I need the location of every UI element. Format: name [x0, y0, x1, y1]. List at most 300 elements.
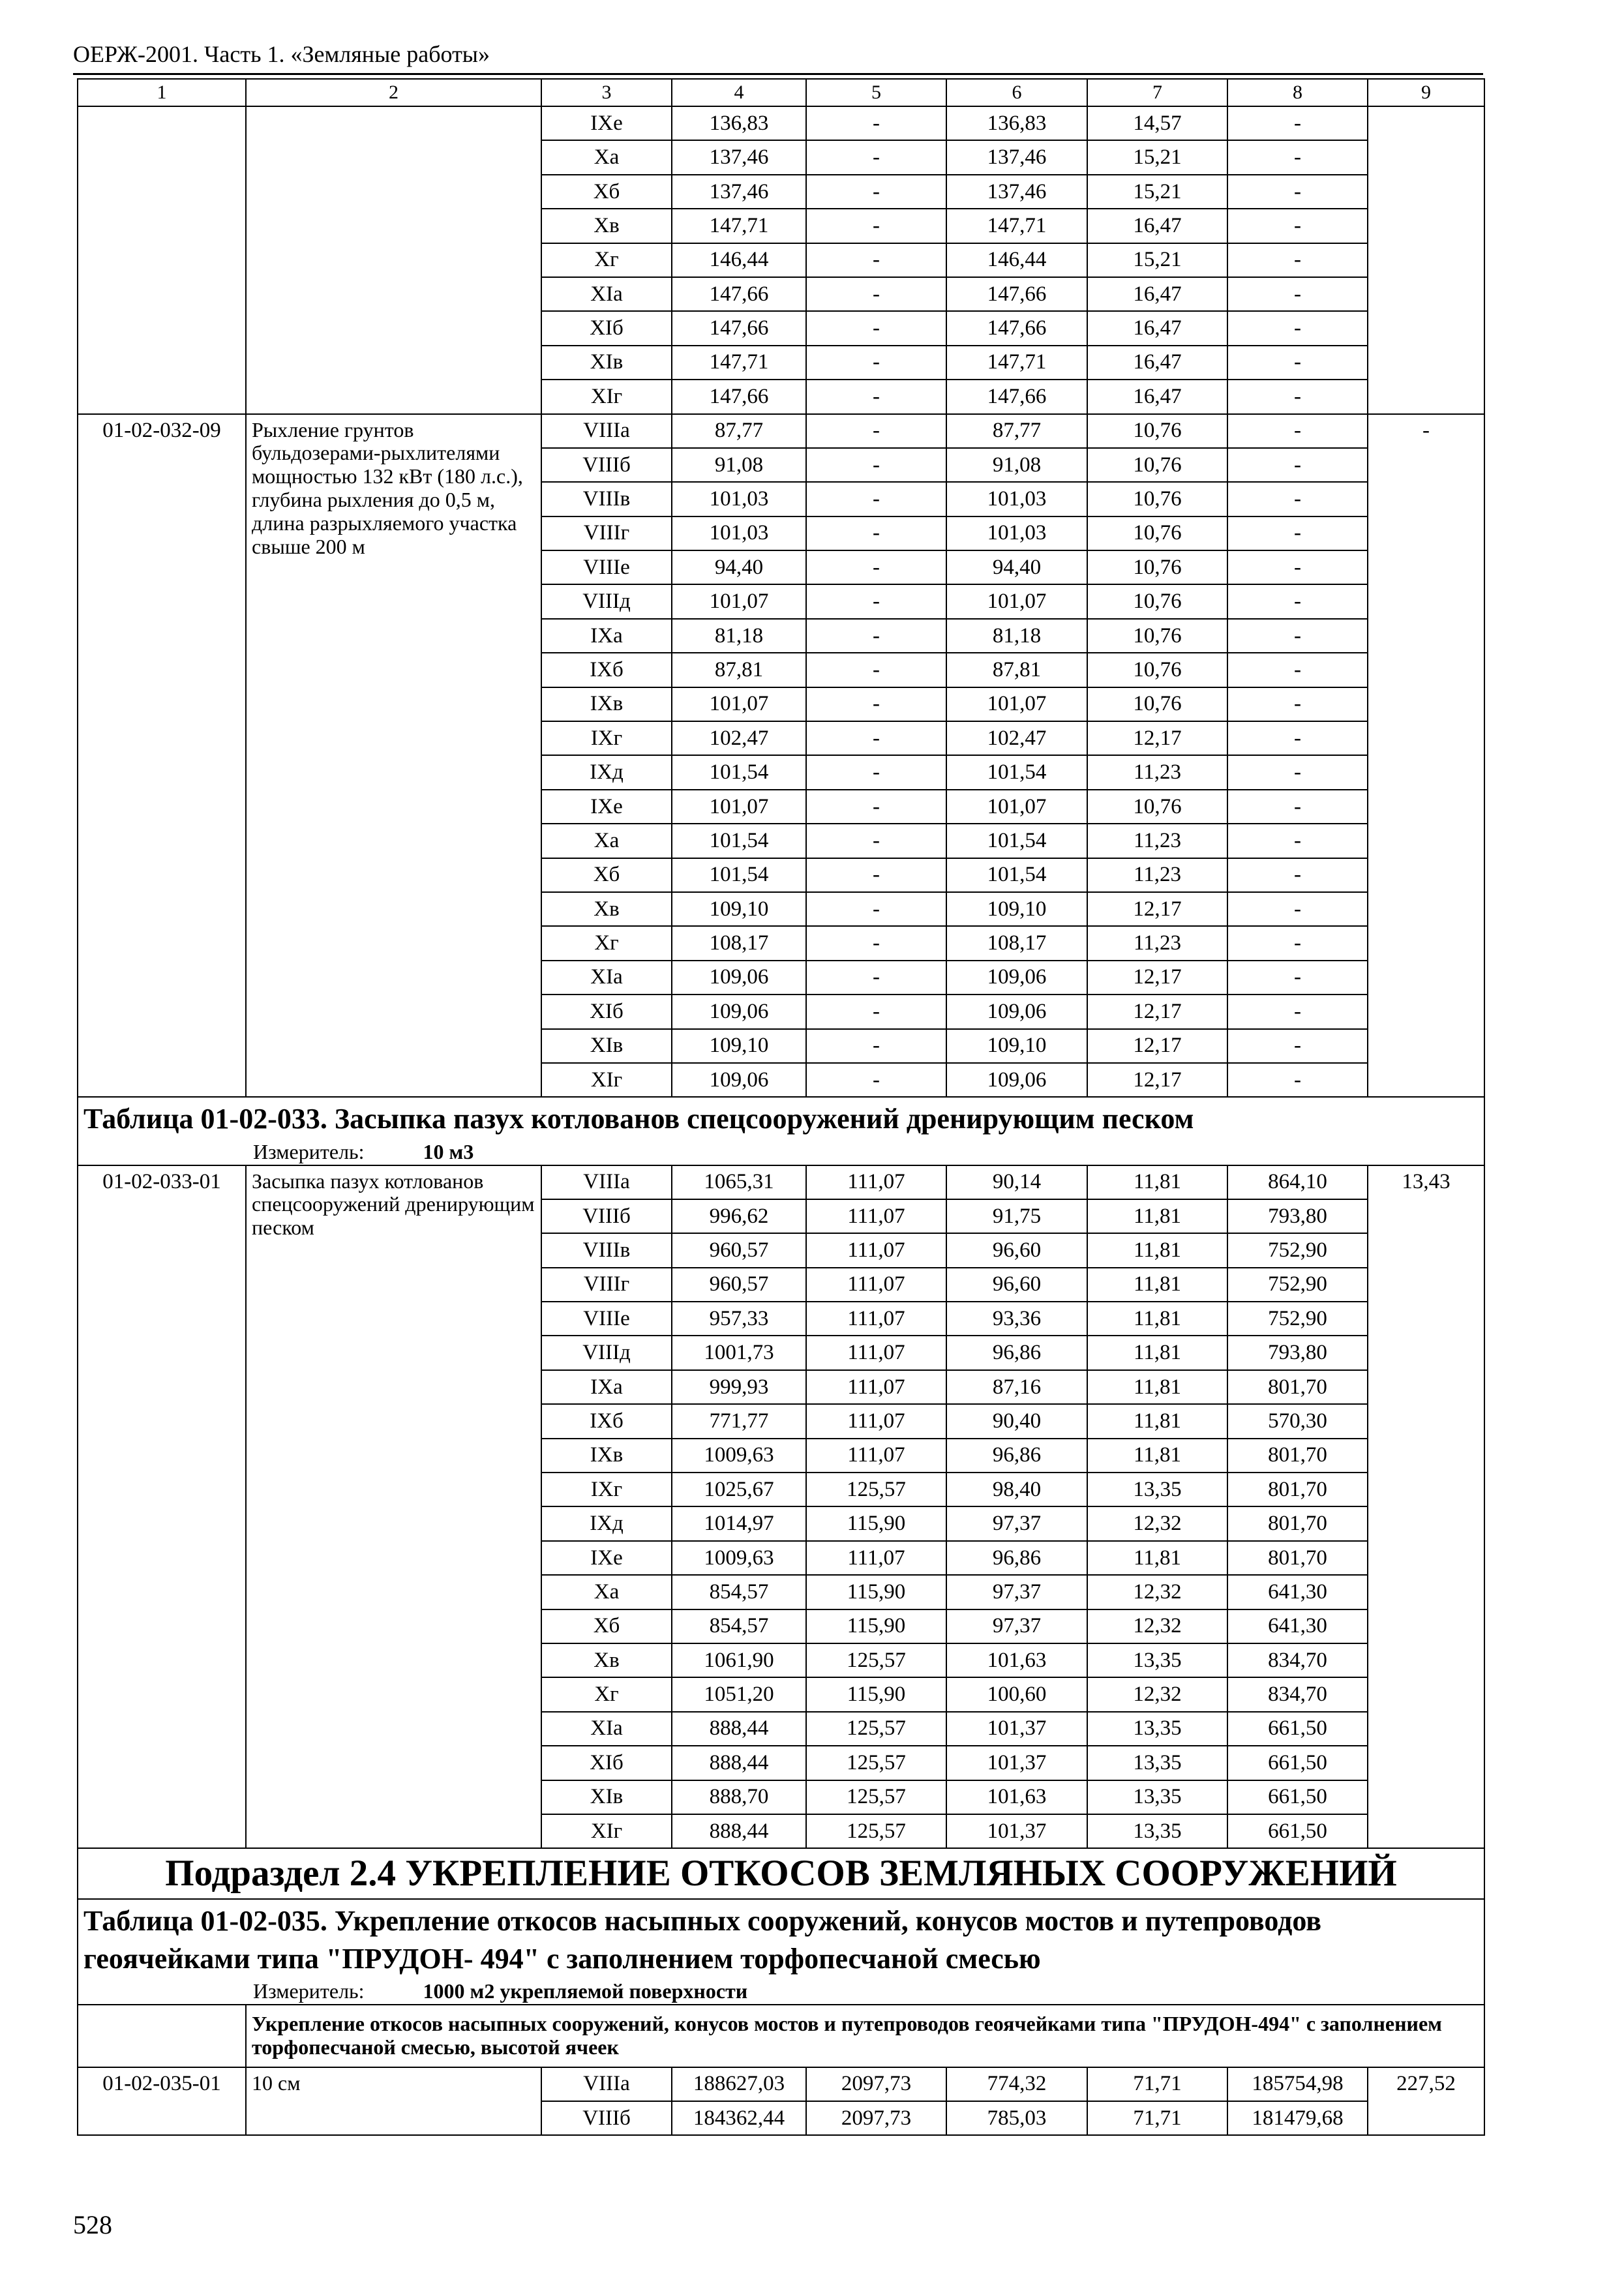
value-cell: 11,81	[1087, 1404, 1227, 1438]
value-cell: -	[806, 243, 946, 277]
ground-class-cell: XIг	[541, 1063, 672, 1097]
ground-class-cell: IXб	[541, 653, 672, 687]
value-cell: 184362,44	[672, 2101, 806, 2135]
value-cell: 109,10	[946, 1029, 1087, 1063]
value-cell: 12,17	[1087, 892, 1227, 926]
col9-cell: -	[1368, 414, 1484, 1098]
value-cell: -	[1227, 516, 1368, 550]
value-cell: 864,10	[1227, 1165, 1368, 1199]
value-cell: 108,17	[946, 926, 1087, 960]
table-033-title: Таблица 01-02-033. Засыпка пазух котлованов спецсооружений дренирующим песком	[78, 1097, 1484, 1140]
value-cell: 999,93	[672, 1370, 806, 1404]
value-cell: 801,70	[1227, 1541, 1368, 1575]
ground-class-cell: VIIIа	[541, 1165, 672, 1199]
value-cell: 147,71	[672, 209, 806, 243]
value-cell: 100,60	[946, 1677, 1087, 1711]
ground-class-cell: VIIIб	[541, 2101, 672, 2135]
column-number-cell: 7	[1087, 79, 1227, 106]
value-cell: 101,07	[946, 790, 1087, 824]
subsection-title: Подраздел 2.4 УКРЕПЛЕНИЕ ОТКОСОВ ЗЕМЛЯНЫХ СООРУЖЕНИЙ	[78, 1848, 1484, 1899]
value-cell: 109,06	[946, 961, 1087, 995]
value-cell: 101,63	[946, 1643, 1087, 1677]
value-cell: 11,81	[1087, 1268, 1227, 1302]
value-cell: 93,36	[946, 1302, 1087, 1336]
value-cell: 12,17	[1087, 961, 1227, 995]
value-cell: 10,76	[1087, 414, 1227, 448]
value-cell: -	[806, 858, 946, 892]
measure-row	[78, 1141, 1484, 1165]
value-cell: 15,21	[1087, 175, 1227, 209]
ground-class-cell: XIг	[541, 380, 672, 413]
rates-table	[77, 78, 1485, 2136]
value-cell: 570,30	[1227, 1404, 1368, 1438]
value-cell: 661,50	[1227, 1814, 1368, 1848]
value-cell: 1014,97	[672, 1506, 806, 1540]
value-cell: 785,03	[946, 2101, 1087, 2135]
table-row	[78, 414, 1484, 448]
value-cell: 109,06	[672, 995, 806, 1028]
value-cell: 97,37	[946, 1506, 1087, 1540]
value-cell: 147,66	[672, 277, 806, 311]
value-cell: 888,44	[672, 1712, 806, 1746]
column-number-cell: 3	[541, 79, 672, 106]
value-cell: 147,66	[672, 311, 806, 345]
group-header-row	[78, 2005, 1484, 2067]
value-cell: -	[1227, 721, 1368, 755]
value-cell: 14,57	[1087, 106, 1227, 140]
value-cell: 181479,68	[1227, 2101, 1368, 2135]
ground-class-cell: IXа	[541, 619, 672, 653]
measure-label: Измеритель:	[253, 1979, 365, 2003]
value-cell: -	[806, 926, 946, 960]
ground-class-cell: XIа	[541, 1712, 672, 1746]
value-cell: 111,07	[806, 1404, 946, 1438]
value-cell: 834,70	[1227, 1677, 1368, 1711]
value-cell: -	[1227, 1029, 1368, 1063]
value-cell: 13,35	[1087, 1814, 1227, 1848]
ground-class-cell: IXг	[541, 1473, 672, 1506]
value-cell: 101,03	[672, 482, 806, 516]
value-cell: 109,10	[672, 892, 806, 926]
value-cell: -	[1227, 277, 1368, 311]
value-cell: 87,77	[672, 414, 806, 448]
value-cell: 10,76	[1087, 584, 1227, 618]
value-cell: -	[806, 311, 946, 345]
rates-table-body	[78, 79, 1484, 2135]
ground-class-cell: VIIIд	[541, 584, 672, 618]
value-cell: 109,06	[946, 995, 1087, 1028]
value-cell: -	[806, 448, 946, 482]
value-cell: 101,54	[672, 824, 806, 858]
value-cell: 125,57	[806, 1643, 946, 1677]
value-cell: 2097,73	[806, 2101, 946, 2135]
value-cell: -	[1227, 209, 1368, 243]
value-cell: 752,90	[1227, 1302, 1368, 1336]
ground-class-cell: XIв	[541, 1029, 672, 1063]
column-number-row	[78, 79, 1484, 106]
value-cell: 115,90	[806, 1609, 946, 1643]
value-cell: 96,86	[946, 1336, 1087, 1369]
value-cell: -	[1227, 824, 1368, 858]
value-cell: -	[1227, 175, 1368, 209]
value-cell: 12,32	[1087, 1609, 1227, 1643]
ground-class-cell: XIб	[541, 995, 672, 1028]
value-cell: 147,71	[946, 209, 1087, 243]
value-cell: -	[806, 824, 946, 858]
ground-class-cell: Xг	[541, 243, 672, 277]
column-number-cell: 9	[1368, 79, 1484, 106]
ground-class-cell: IXв	[541, 1439, 672, 1473]
value-cell: 91,08	[672, 448, 806, 482]
value-cell: 960,57	[672, 1268, 806, 1302]
rate-code-cell	[78, 106, 246, 414]
ground-class-cell: Xв	[541, 1643, 672, 1677]
value-cell: 11,81	[1087, 1439, 1227, 1473]
ground-class-cell: IXб	[541, 1404, 672, 1438]
measure-value: 10 м3	[423, 1140, 474, 1164]
rate-description-cell	[246, 106, 541, 414]
ground-class-cell: Xб	[541, 1609, 672, 1643]
value-cell: 834,70	[1227, 1643, 1368, 1677]
column-number-cell: 1	[78, 79, 246, 106]
value-cell: 12,17	[1087, 721, 1227, 755]
value-cell: 10,76	[1087, 653, 1227, 687]
measure-value: 1000 м2 укрепляемой поверхности	[423, 1979, 748, 2003]
ground-class-cell: Xа	[541, 140, 672, 174]
value-cell: 125,57	[806, 1712, 946, 1746]
value-cell: -	[1227, 790, 1368, 824]
value-cell: 111,07	[806, 1302, 946, 1336]
table-row	[78, 1165, 1484, 1199]
ground-class-cell: Xб	[541, 175, 672, 209]
value-cell: 16,47	[1087, 346, 1227, 380]
value-cell: 101,63	[946, 1780, 1087, 1814]
value-cell: -	[806, 277, 946, 311]
value-cell: 115,90	[806, 1677, 946, 1711]
value-cell: 102,47	[672, 721, 806, 755]
ground-class-cell: VIIIг	[541, 1268, 672, 1302]
value-cell: 111,07	[806, 1336, 946, 1369]
value-cell: 661,50	[1227, 1780, 1368, 1814]
ground-class-cell: XIв	[541, 1780, 672, 1814]
value-cell: 111,07	[806, 1165, 946, 1199]
value-cell: 90,40	[946, 1404, 1087, 1438]
value-cell: 15,21	[1087, 140, 1227, 174]
value-cell: 15,21	[1087, 243, 1227, 277]
table-035-title: Таблица 01-02-035. Укрепление откосов насыпных сооружений, конусов мостов и путепроводов геоячейками типа "ПРУДОН- 494" с заполнением торфопесчаной смесью	[78, 1899, 1484, 1979]
value-cell: 96,60	[946, 1233, 1087, 1267]
value-cell: 96,86	[946, 1439, 1087, 1473]
value-cell: 185754,98	[1227, 2067, 1368, 2101]
value-cell: 801,70	[1227, 1506, 1368, 1540]
value-cell: 11,81	[1087, 1165, 1227, 1199]
value-cell: 101,54	[946, 824, 1087, 858]
value-cell: 1051,20	[672, 1677, 806, 1711]
ground-class-cell: IXе	[541, 1541, 672, 1575]
col9-cell: 227,52	[1368, 2067, 1484, 2136]
ground-class-cell: VIIIд	[541, 1336, 672, 1369]
value-cell: 91,08	[946, 448, 1087, 482]
value-cell: -	[1227, 892, 1368, 926]
value-cell: -	[1227, 482, 1368, 516]
value-cell: 801,70	[1227, 1370, 1368, 1404]
value-cell: 11,81	[1087, 1370, 1227, 1404]
ground-class-cell: Xг	[541, 1677, 672, 1711]
value-cell: 13,35	[1087, 1746, 1227, 1780]
table-row	[78, 106, 1484, 140]
value-cell: 136,83	[946, 106, 1087, 140]
value-cell: 137,46	[672, 140, 806, 174]
value-cell: -	[806, 516, 946, 550]
value-cell: 11,23	[1087, 755, 1227, 789]
table-035-measure	[78, 1980, 1484, 2005]
value-cell: 1009,63	[672, 1439, 806, 1473]
value-cell: 996,62	[672, 1199, 806, 1233]
value-cell: 109,06	[946, 1063, 1087, 1097]
value-cell: 12,17	[1087, 995, 1227, 1028]
ground-class-cell: IXе	[541, 790, 672, 824]
value-cell: 137,46	[946, 140, 1087, 174]
value-cell: 101,07	[672, 790, 806, 824]
value-cell: 16,47	[1087, 209, 1227, 243]
ground-class-cell: Xг	[541, 926, 672, 960]
ground-class-cell: VIIIа	[541, 2067, 672, 2101]
value-cell: 111,07	[806, 1439, 946, 1473]
value-cell: -	[806, 106, 946, 140]
value-cell: 137,46	[946, 175, 1087, 209]
subsection-row	[78, 1848, 1484, 1899]
value-cell: -	[806, 619, 946, 653]
value-cell: -	[806, 414, 946, 448]
value-cell: 101,54	[946, 755, 1087, 789]
ground-class-cell: Xв	[541, 892, 672, 926]
value-cell: -	[806, 584, 946, 618]
value-cell: -	[806, 550, 946, 584]
column-number-cell: 4	[672, 79, 806, 106]
value-cell: 146,44	[672, 243, 806, 277]
value-cell: 87,77	[946, 414, 1087, 448]
rate-code-cell: 01-02-033-01	[78, 1165, 246, 1849]
ground-class-cell: IXа	[541, 1370, 672, 1404]
value-cell: 957,33	[672, 1302, 806, 1336]
value-cell: 10,76	[1087, 516, 1227, 550]
value-cell: 136,83	[672, 106, 806, 140]
value-cell: -	[1227, 926, 1368, 960]
value-cell: 793,80	[1227, 1199, 1368, 1233]
value-cell: -	[1227, 653, 1368, 687]
value-cell: 11,81	[1087, 1233, 1227, 1267]
column-number-cell: 2	[246, 79, 541, 106]
ground-class-cell: VIIIг	[541, 516, 672, 550]
value-cell: 11,81	[1087, 1336, 1227, 1369]
value-cell: 101,37	[946, 1746, 1087, 1780]
value-cell: -	[806, 721, 946, 755]
value-cell: 87,16	[946, 1370, 1087, 1404]
value-cell: 188627,03	[672, 2067, 806, 2101]
value-cell: 111,07	[806, 1370, 946, 1404]
value-cell: 125,57	[806, 1814, 946, 1848]
column-number-cell: 8	[1227, 79, 1368, 106]
value-cell: 102,47	[946, 721, 1087, 755]
value-cell: -	[1227, 550, 1368, 584]
value-cell: 16,47	[1087, 380, 1227, 413]
value-cell: 888,44	[672, 1746, 806, 1780]
value-cell: -	[1227, 687, 1368, 721]
value-cell: 101,54	[672, 858, 806, 892]
value-cell: -	[1227, 584, 1368, 618]
value-cell: 115,90	[806, 1506, 946, 1540]
table-035-group-header: Укрепление откосов насыпных сооружений, конусов мостов и путепроводов геоячейками типа "ПРУДОН-494" с заполнением торфопесчаной смесью, высотой ячеек	[246, 2005, 1484, 2067]
value-cell: -	[806, 790, 946, 824]
value-cell: 137,46	[672, 175, 806, 209]
value-cell: 16,47	[1087, 311, 1227, 345]
value-cell: 101,03	[672, 516, 806, 550]
value-cell: 661,50	[1227, 1746, 1368, 1780]
measure-label: Измеритель:	[253, 1140, 365, 1164]
ground-class-cell: XIа	[541, 277, 672, 311]
value-cell: 888,70	[672, 1780, 806, 1814]
column-number-cell: 6	[946, 79, 1087, 106]
value-cell: 11,81	[1087, 1541, 1227, 1575]
value-cell: 147,66	[672, 380, 806, 413]
value-cell: 774,32	[946, 2067, 1087, 2101]
value-cell: 752,90	[1227, 1233, 1368, 1267]
ground-class-cell: Xб	[541, 858, 672, 892]
value-cell: -	[1227, 414, 1368, 448]
table-row	[78, 2067, 1484, 2101]
rate-code-cell: 01-02-032-09	[78, 414, 246, 1098]
value-cell: 854,57	[672, 1609, 806, 1643]
ground-class-cell: XIб	[541, 1746, 672, 1780]
value-cell: -	[806, 755, 946, 789]
value-cell: 147,71	[672, 346, 806, 380]
value-cell: 147,66	[946, 311, 1087, 345]
value-cell: 1065,31	[672, 1165, 806, 1199]
value-cell: 94,40	[946, 550, 1087, 584]
value-cell: 11,23	[1087, 926, 1227, 960]
value-cell: 1009,63	[672, 1541, 806, 1575]
value-cell: 12,17	[1087, 1029, 1227, 1063]
value-cell: 771,77	[672, 1404, 806, 1438]
value-cell: -	[806, 1029, 946, 1063]
value-cell: -	[1227, 995, 1368, 1028]
value-cell: 96,60	[946, 1268, 1087, 1302]
value-cell: 1001,73	[672, 1336, 806, 1369]
ground-class-cell: XIа	[541, 961, 672, 995]
value-cell: -	[1227, 140, 1368, 174]
value-cell: 960,57	[672, 1233, 806, 1267]
col9-cell: 13,43	[1368, 1165, 1484, 1849]
value-cell: -	[806, 961, 946, 995]
rate-description-cell: 10 см	[246, 2067, 541, 2136]
value-cell: 91,75	[946, 1199, 1087, 1233]
ground-class-cell: IXг	[541, 721, 672, 755]
value-cell: 97,37	[946, 1609, 1087, 1643]
value-cell: -	[806, 482, 946, 516]
value-cell: 10,76	[1087, 790, 1227, 824]
value-cell: 111,07	[806, 1199, 946, 1233]
value-cell: 146,44	[946, 243, 1087, 277]
value-cell: 111,07	[806, 1268, 946, 1302]
value-cell: 854,57	[672, 1575, 806, 1609]
value-cell: -	[1227, 961, 1368, 995]
value-cell: -	[806, 892, 946, 926]
rate-code-cell: 01-02-035-01	[78, 2067, 246, 2136]
value-cell: 641,30	[1227, 1575, 1368, 1609]
value-cell: 101,37	[946, 1814, 1087, 1848]
value-cell: 13,35	[1087, 1473, 1227, 1506]
ground-class-cell: XIг	[541, 1814, 672, 1848]
value-cell: 115,90	[806, 1575, 946, 1609]
value-cell: -	[1227, 106, 1368, 140]
value-cell: 101,54	[672, 755, 806, 789]
value-cell: 11,23	[1087, 824, 1227, 858]
ground-class-cell: VIIIе	[541, 1302, 672, 1336]
value-cell: -	[806, 346, 946, 380]
page-header-title: ОЕРЖ-2001. Часть 1. «Земляные работы»	[73, 41, 490, 67]
table-title-row	[78, 1899, 1484, 1979]
value-cell: 90,14	[946, 1165, 1087, 1199]
value-cell: -	[806, 380, 946, 413]
ground-class-cell: XIб	[541, 311, 672, 345]
value-cell: -	[806, 175, 946, 209]
value-cell: 101,37	[946, 1712, 1087, 1746]
value-cell: 661,50	[1227, 1712, 1368, 1746]
ground-class-cell: IXд	[541, 1506, 672, 1540]
value-cell: 11,81	[1087, 1302, 1227, 1336]
value-cell: -	[1227, 448, 1368, 482]
value-cell: 101,03	[946, 482, 1087, 516]
value-cell: 87,81	[946, 653, 1087, 687]
value-cell: 101,07	[946, 687, 1087, 721]
ground-class-cell: VIIIе	[541, 550, 672, 584]
value-cell: 96,86	[946, 1541, 1087, 1575]
value-cell: 10,76	[1087, 482, 1227, 516]
col9-cell	[1368, 106, 1484, 414]
value-cell: 109,10	[946, 892, 1087, 926]
value-cell: 101,03	[946, 516, 1087, 550]
value-cell: 10,76	[1087, 619, 1227, 653]
value-cell: 12,32	[1087, 1677, 1227, 1711]
value-cell: 641,30	[1227, 1609, 1368, 1643]
value-cell: 109,06	[672, 961, 806, 995]
value-cell: 109,10	[672, 1029, 806, 1063]
value-cell: 71,71	[1087, 2067, 1227, 2101]
value-cell: 888,44	[672, 1814, 806, 1848]
ground-class-cell: VIIIв	[541, 482, 672, 516]
value-cell: -	[1227, 619, 1368, 653]
value-cell: -	[1227, 311, 1368, 345]
value-cell: 94,40	[672, 550, 806, 584]
rate-description-cell: Рыхление грунтов бульдозерами-рыхлителями мощностью 132 кВт (180 л.с.), глубина рыхления до 0,5 м, длина разрыхляемого участка свыше 200 м	[246, 414, 541, 1098]
header-rule	[73, 73, 1483, 75]
value-cell: 801,70	[1227, 1439, 1368, 1473]
ground-class-cell: Xа	[541, 824, 672, 858]
value-cell: 108,17	[672, 926, 806, 960]
table-033-measure	[78, 1141, 1484, 1165]
ground-class-cell: Xв	[541, 209, 672, 243]
measure-row	[78, 1980, 1484, 2005]
value-cell: 81,18	[672, 619, 806, 653]
value-cell: 10,76	[1087, 687, 1227, 721]
value-cell: 71,71	[1087, 2101, 1227, 2135]
value-cell: -	[806, 653, 946, 687]
value-cell: 16,47	[1087, 277, 1227, 311]
ground-class-cell: VIIIа	[541, 414, 672, 448]
ground-class-cell: IXв	[541, 687, 672, 721]
value-cell: -	[806, 140, 946, 174]
value-cell: -	[806, 995, 946, 1028]
